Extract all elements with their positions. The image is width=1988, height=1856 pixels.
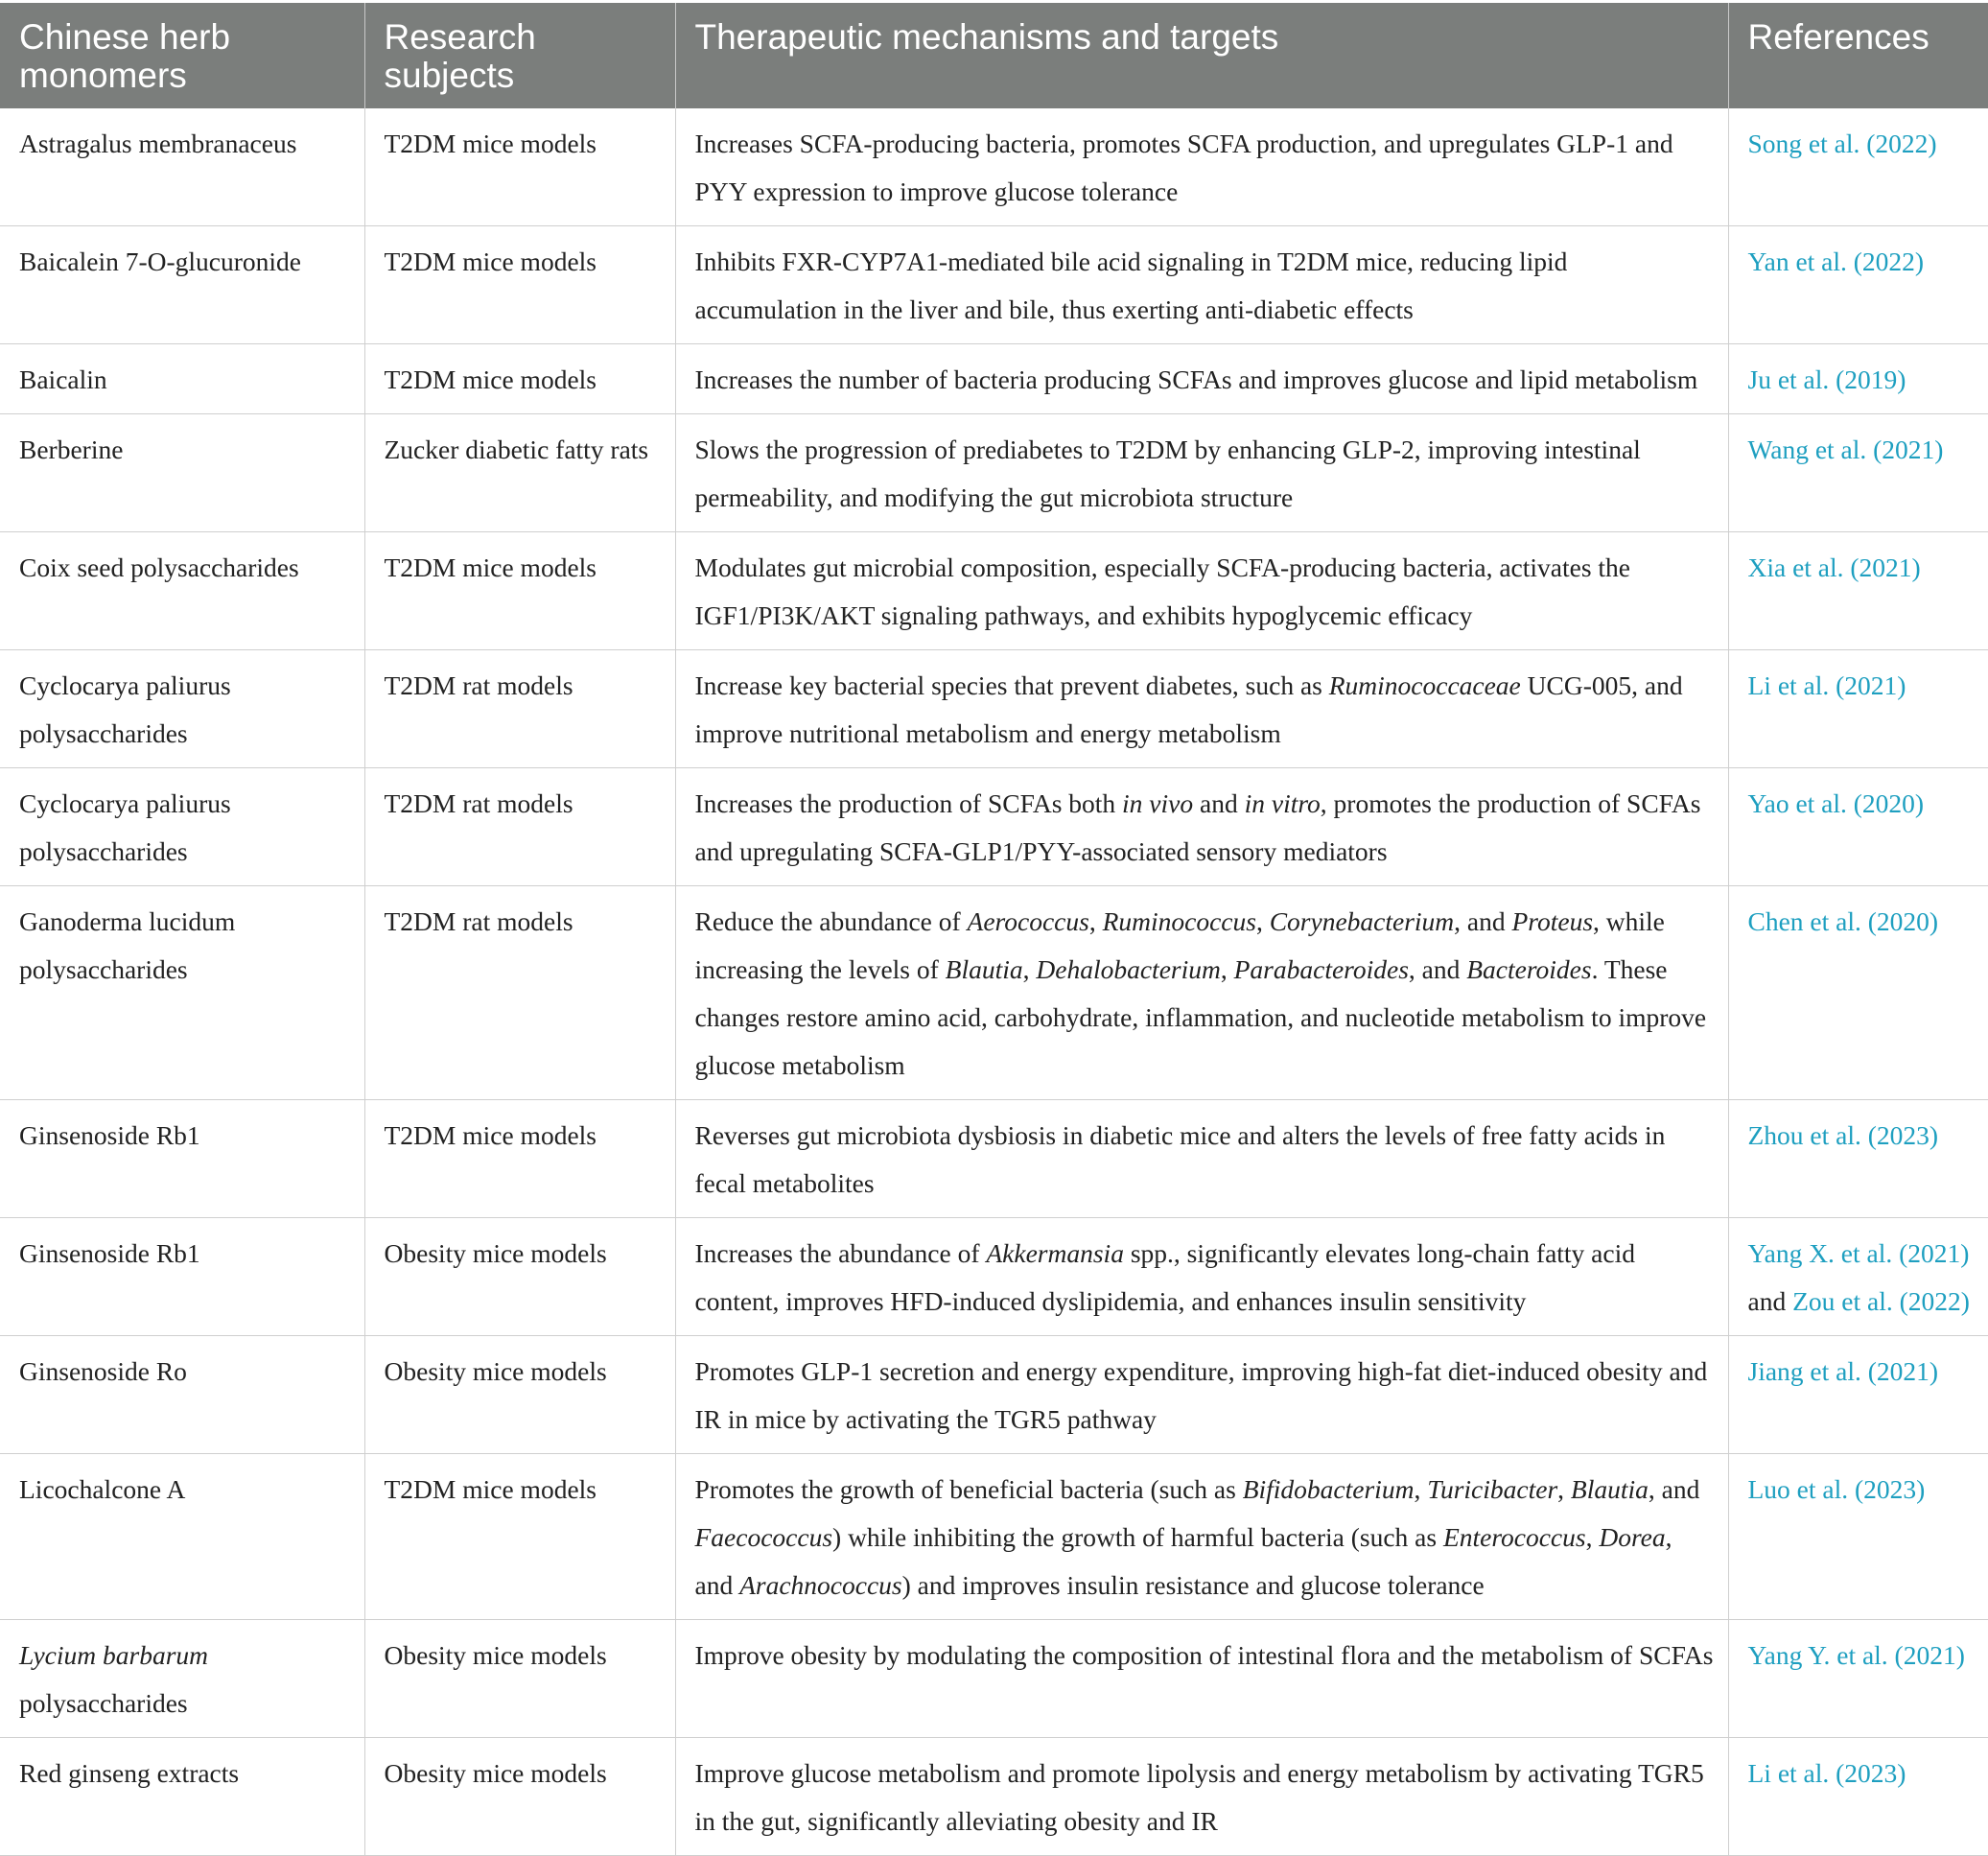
- taxon-name: Ruminococcaceae: [1328, 670, 1521, 700]
- reference-cell: [1728, 532, 1988, 650]
- table-row: [0, 1100, 1988, 1218]
- reference-link[interactable]: Li et al. (2023): [1747, 1758, 1906, 1788]
- mechanism-cell: Slows the progression of prediabetes to T2DM by enhancing GLP-2, improving intestinal permeability, and modifying the gut microbiota structure: [675, 414, 1728, 532]
- subject-cell: Obesity mice models: [364, 1620, 675, 1738]
- reference-cell: [1728, 108, 1988, 226]
- monomer-cell: [0, 1620, 364, 1738]
- taxon-name: Aerococcus: [967, 906, 1089, 936]
- reference-link[interactable]: Yan et al. (2022): [1747, 247, 1925, 276]
- subject-cell: T2DM mice models: [364, 1454, 675, 1620]
- reference-link[interactable]: Chen et al. (2020): [1747, 906, 1939, 936]
- mechanism-text: Reduce the abundance of: [694, 906, 968, 936]
- mechanism-cell: Improve obesity by modulating the composition of intestinal flora and the metabolism of SCFAs: [675, 1620, 1728, 1738]
- mechanism-text: , and: [1408, 954, 1467, 984]
- monomer-cell: Berberine: [0, 414, 364, 532]
- mechanism-text: Increase key bacterial species that prevent diabetes, such as: [694, 670, 1329, 700]
- mechanism-text: , and: [1648, 1474, 1700, 1504]
- mechanism-cell: [675, 1218, 1728, 1336]
- taxon-name: Arachnococcus: [739, 1570, 902, 1600]
- monomer-cell: Coix seed polysaccharides: [0, 532, 364, 650]
- reference-cell: [1728, 886, 1988, 1100]
- reference-link[interactable]: Zhou et al. (2023): [1747, 1120, 1939, 1150]
- monomer-cell: Cyclocarya paliurus polysaccharides: [0, 650, 364, 768]
- header-references: References: [1728, 3, 1988, 108]
- mechanism-text: UCG-005, and improve nutritional metabolism and energy metabolism: [694, 670, 1683, 748]
- header-row: [0, 3, 1988, 108]
- mechanism-text: spp., significantly elevates long-chain fatty acid content, improves HFD-induced dyslipidemia, and enhances insulin sensitivity: [694, 1238, 1635, 1316]
- reference-link[interactable]: Xia et al. (2021): [1747, 552, 1921, 582]
- reference-link[interactable]: Luo et al. (2023): [1747, 1474, 1926, 1504]
- subject-cell: Obesity mice models: [364, 1738, 675, 1856]
- monomer-cell: Ginsenoside Rb1: [0, 1100, 364, 1218]
- mechanism-text: Increases the abundance of: [694, 1238, 987, 1268]
- italic-term: in vivo: [1122, 788, 1194, 818]
- mechanism-text: ,: [1414, 1474, 1428, 1504]
- taxon-name: Akkermansia: [986, 1238, 1124, 1268]
- mechanism-text: , and: [1454, 906, 1512, 936]
- subject-cell: T2DM mice models: [364, 344, 675, 414]
- mechanism-text: ,: [1255, 906, 1270, 936]
- reference-cell: [1728, 1738, 1988, 1856]
- taxon-name: Ruminococcus: [1102, 906, 1256, 936]
- table-row: [0, 768, 1988, 886]
- reference-link[interactable]: Li et al. (2021): [1747, 670, 1906, 700]
- table-row: [0, 1336, 1988, 1454]
- mechanism-text: ,: [1557, 1474, 1571, 1504]
- mechanism-text: and: [1193, 788, 1245, 818]
- mechanism-cell: [675, 886, 1728, 1100]
- table-row: [0, 1218, 1988, 1336]
- mechanism-cell: Modulates gut microbial composition, especially SCFA-producing bacteria, activates the IGF1/PI3K/AKT signaling pathways, and exhibits hypoglycemic efficacy: [675, 532, 1728, 650]
- subject-cell: Obesity mice models: [364, 1218, 675, 1336]
- monomer-cell: Licochalcone A: [0, 1454, 364, 1620]
- taxon-name: Bifidobacterium: [1242, 1474, 1415, 1504]
- mechanism-cell: Increases SCFA-producing bacteria, promotes SCFA production, and upregulates GLP-1 and PYY expression to improve glucose tolerance: [675, 108, 1728, 226]
- mechanism-cell: Increases the number of bacteria producing SCFAs and improves glucose and lipid metabolism: [675, 344, 1728, 414]
- header-chinese-herb-monomers: Chinese herb monomers: [0, 3, 364, 108]
- reference-cell: [1728, 414, 1988, 532]
- reference-link[interactable]: Yang Y. et al. (2021): [1747, 1640, 1965, 1670]
- mechanism-text: ) and improves insulin resistance and glucose tolerance: [901, 1570, 1485, 1600]
- taxon-name: Bacteroides: [1466, 954, 1592, 984]
- monomer-cell: Cyclocarya paliurus polysaccharides: [0, 768, 364, 886]
- mechanism-text: , and: [694, 1522, 1672, 1600]
- reference-join: and: [1747, 1286, 1793, 1316]
- reference-link[interactable]: Zou et al. (2022): [1792, 1286, 1970, 1316]
- mechanism-cell: Improve glucose metabolism and promote lipolysis and energy metabolism by activating TGR5 in the gut, significantly alleviating obesity and IR: [675, 1738, 1728, 1856]
- reference-cell: [1728, 226, 1988, 344]
- subject-cell: T2DM mice models: [364, 532, 675, 650]
- table-row: [0, 108, 1988, 226]
- monomer-cell: Ganoderma lucidum polysaccharides: [0, 886, 364, 1100]
- mechanism-text: ,: [1088, 906, 1103, 936]
- mechanism-cell: Reverses gut microbiota dysbiosis in diabetic mice and alters the levels of free fatty acids in fecal metabolites: [675, 1100, 1728, 1218]
- table-row: [0, 1738, 1988, 1856]
- monomer-text: polysaccharides: [19, 1688, 188, 1718]
- mechanism-text: Increases the production of SCFAs both: [694, 788, 1123, 818]
- table-row: [0, 226, 1988, 344]
- mechanism-text: ) while inhibiting the growth of harmful bacteria (such as: [832, 1522, 1443, 1552]
- herb-monomer-table: [0, 3, 1988, 1856]
- reference-link[interactable]: Wang et al. (2021): [1747, 435, 1944, 464]
- mechanism-cell: [675, 650, 1728, 768]
- monomer-cell: Astragalus membranaceus: [0, 108, 364, 226]
- taxon-name: Enterococcus: [1442, 1522, 1586, 1552]
- taxon-name: Lycium barbarum: [19, 1640, 209, 1670]
- subject-cell: Obesity mice models: [364, 1336, 675, 1454]
- monomer-cell: Baicalin: [0, 344, 364, 414]
- reference-link[interactable]: Song et al. (2022): [1747, 129, 1937, 158]
- reference-link[interactable]: Yao et al. (2020): [1747, 788, 1925, 818]
- monomer-cell: Ginsenoside Rb1: [0, 1218, 364, 1336]
- table-header: [0, 3, 1988, 108]
- taxon-name: Dehalobacterium: [1036, 954, 1221, 984]
- mechanism-cell: Promotes GLP-1 secretion and energy expenditure, improving high-fat diet-induced obesity and IR in mice by activating the TGR5 pathway: [675, 1336, 1728, 1454]
- reference-cell: [1728, 1336, 1988, 1454]
- italic-term: in vitro: [1244, 788, 1321, 818]
- reference-cell: [1728, 344, 1988, 414]
- reference-link[interactable]: Ju et al. (2019): [1747, 364, 1906, 394]
- table-row: [0, 1454, 1988, 1620]
- table-row: [0, 532, 1988, 650]
- table-row: [0, 344, 1988, 414]
- header-research-subjects: Research subjects: [364, 3, 675, 108]
- mechanism-cell: [675, 768, 1728, 886]
- monomer-cell: Baicalein 7-O-glucuronide: [0, 226, 364, 344]
- reference-cell: [1728, 1218, 1988, 1336]
- taxon-name: Proteus: [1511, 906, 1594, 936]
- mechanism-text: ,: [1022, 954, 1037, 984]
- reference-cell: [1728, 650, 1988, 768]
- taxon-name: Turicibacter: [1427, 1474, 1558, 1504]
- reference-cell: [1728, 1620, 1988, 1738]
- reference-cell: [1728, 768, 1988, 886]
- mechanism-text: . These changes restore amino acid, carbohydrate, inflammation, and nucleotide metabolism to improve glucose metabolism: [694, 954, 1707, 1080]
- reference-link[interactable]: Yang X. et al. (2021): [1747, 1238, 1970, 1268]
- reference-link[interactable]: Jiang et al. (2021): [1747, 1356, 1939, 1386]
- mechanism-text: , while increasing the levels of: [694, 906, 1665, 984]
- table-body: [0, 108, 1988, 1856]
- mechanism-text: , promotes the production of SCFAs and upregulating SCFA-GLP1/PYY-associated sensory mediators: [694, 788, 1701, 866]
- mechanism-cell: [675, 1454, 1728, 1620]
- subject-cell: T2DM rat models: [364, 886, 675, 1100]
- monomer-cell: Red ginseng extracts: [0, 1738, 364, 1856]
- subject-cell: T2DM rat models: [364, 768, 675, 886]
- taxon-name: Parabacteroides: [1233, 954, 1409, 984]
- mechanism-cell: Inhibits FXR-CYP7A1-mediated bile acid signaling in T2DM mice, reducing lipid accumulation in the liver and bile, thus exerting anti-diabetic effects: [675, 226, 1728, 344]
- reference-cell: [1728, 1454, 1988, 1620]
- table-row: [0, 414, 1988, 532]
- subject-cell: T2DM mice models: [364, 1100, 675, 1218]
- subject-cell: T2DM mice models: [364, 226, 675, 344]
- taxon-name: Dorea: [1599, 1522, 1666, 1552]
- subject-cell: Zucker diabetic fatty rats: [364, 414, 675, 532]
- taxon-name: Corynebacterium: [1269, 906, 1455, 936]
- reference-cell: [1728, 1100, 1988, 1218]
- taxon-name: Blautia: [1570, 1474, 1649, 1504]
- header-therapeutic-mechanisms: Therapeutic mechanisms and targets: [675, 3, 1728, 108]
- mechanism-text: Promotes the growth of beneficial bacteria (such as: [694, 1474, 1243, 1504]
- mechanism-text: ,: [1585, 1522, 1600, 1552]
- table-row: [0, 650, 1988, 768]
- table-row: [0, 886, 1988, 1100]
- subject-cell: T2DM rat models: [364, 650, 675, 768]
- monomer-cell: Ginsenoside Ro: [0, 1336, 364, 1454]
- subject-cell: T2DM mice models: [364, 108, 675, 226]
- taxon-name: Blautia: [945, 954, 1023, 984]
- table-row: [0, 1620, 1988, 1738]
- mechanism-text: ,: [1220, 954, 1234, 984]
- taxon-name: Faecococcus: [694, 1522, 833, 1552]
